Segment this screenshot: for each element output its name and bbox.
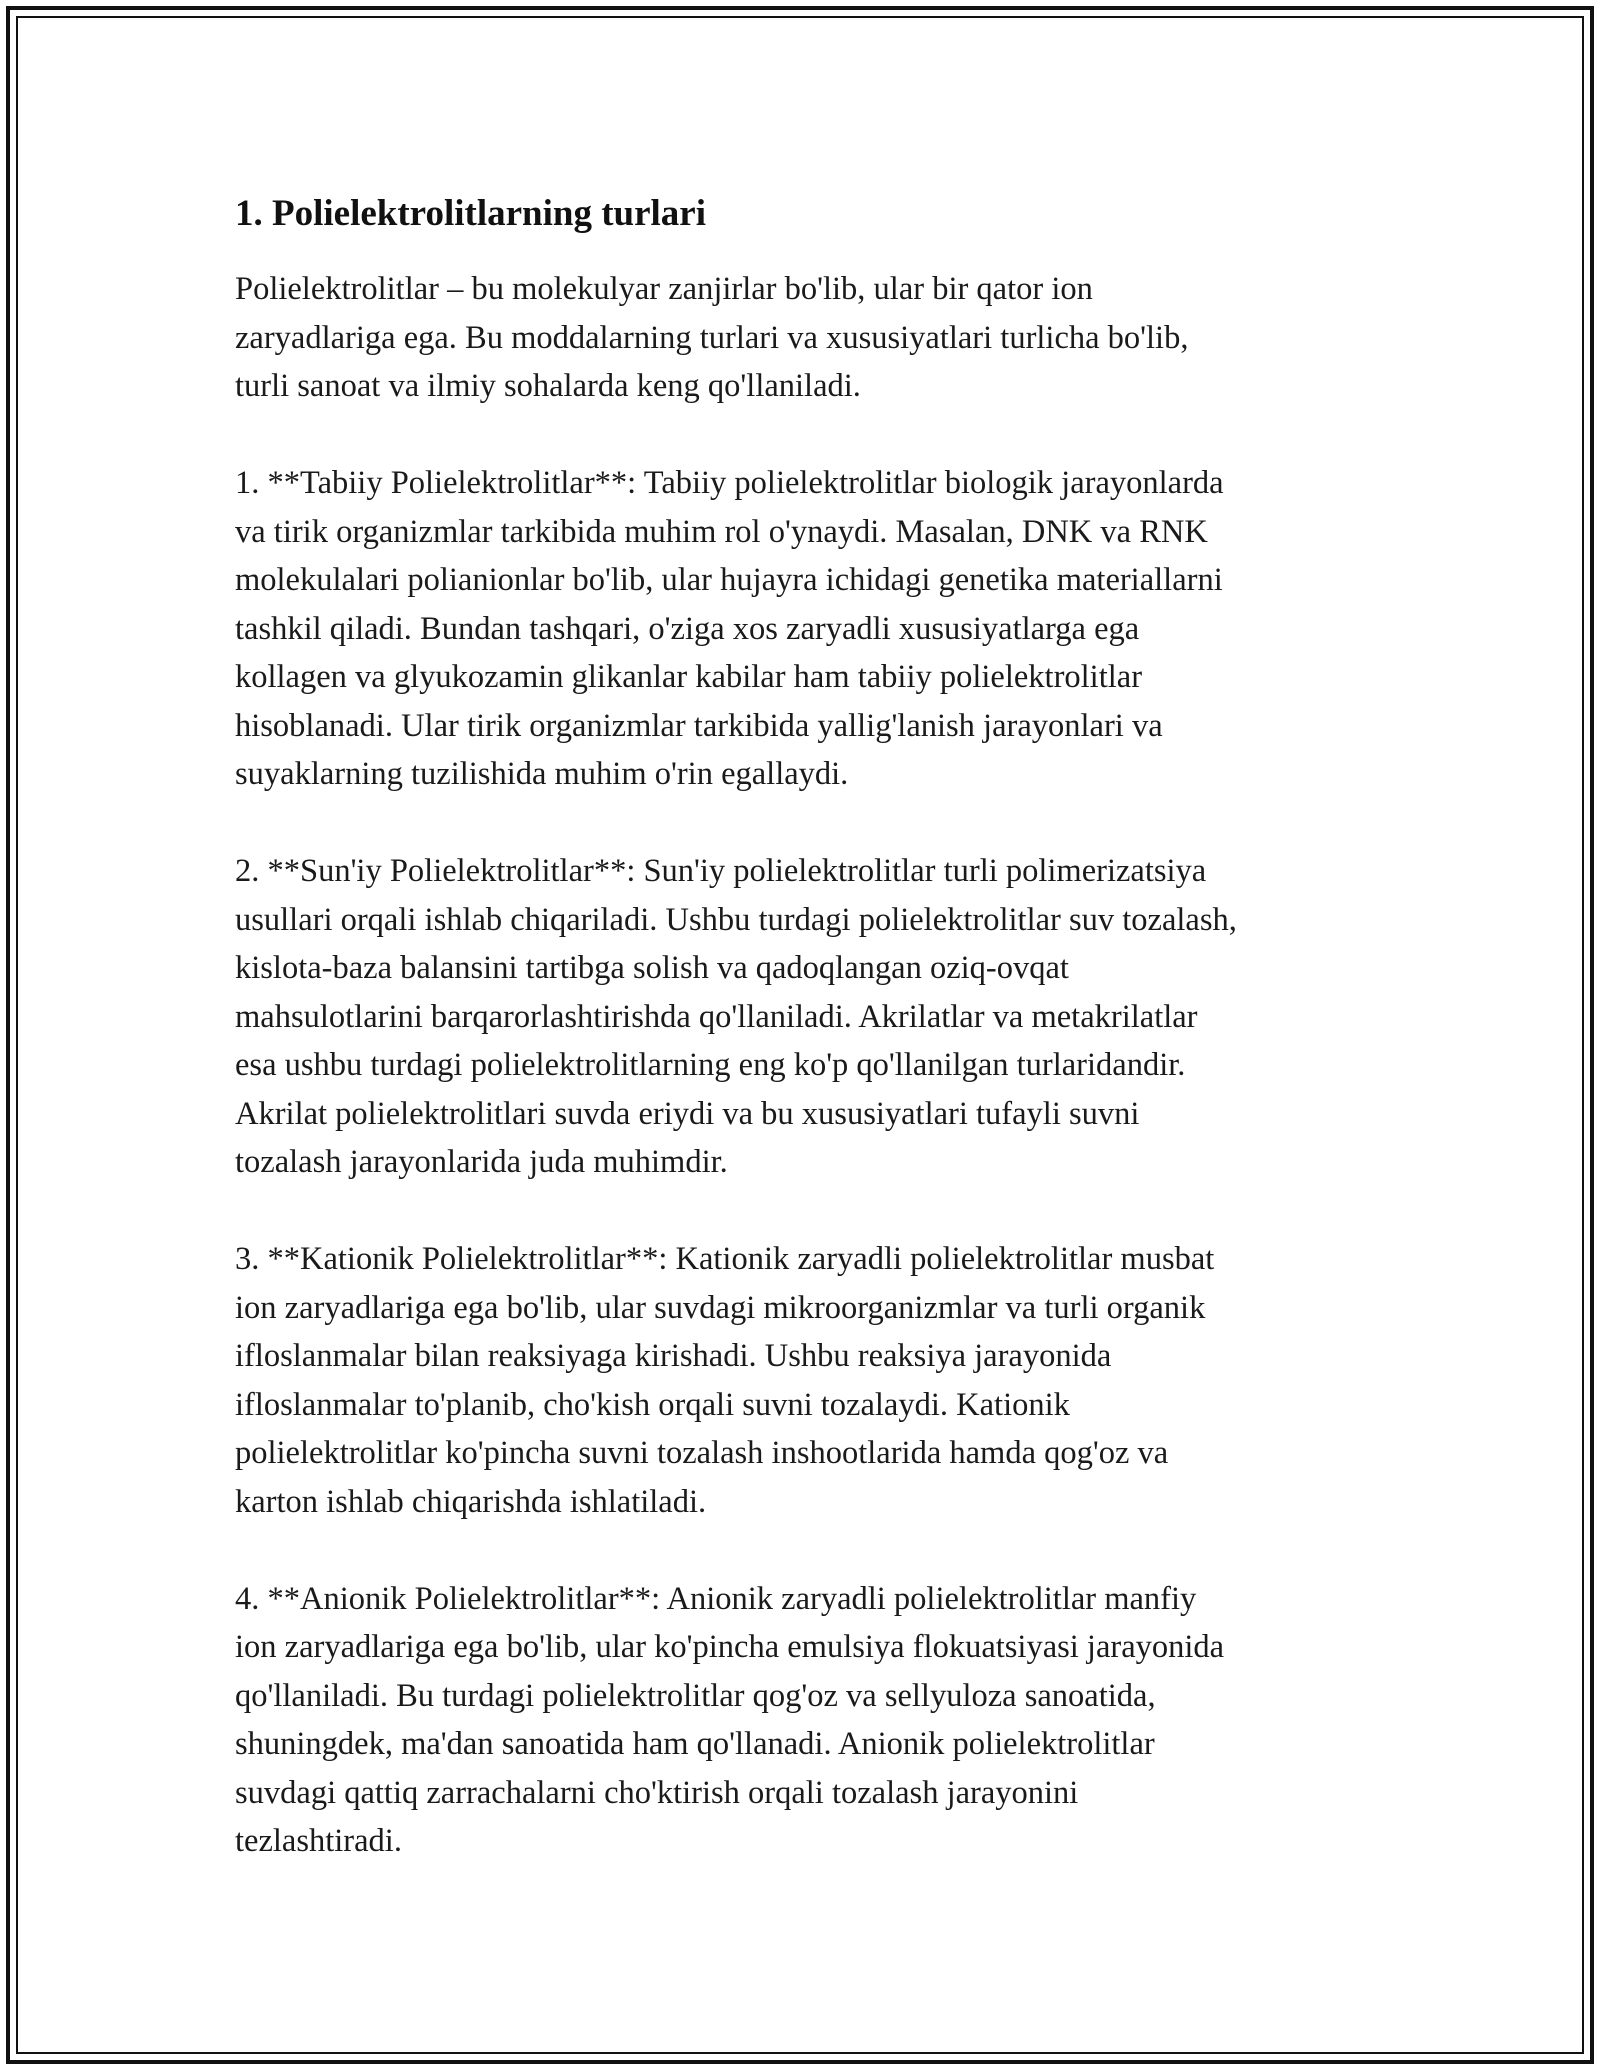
intro-paragraph: Polielektrolitlar – bu molekulyar zanjirlar bo'lib, ular bir qator ion zaryadlariga ega. Bu moddalarning turlari va xususiyatlari turlicha bo'lib, turli sanoat va ilmiy sohalarda keng qo'llaniladi. <box>235 271 1189 404</box>
section-natural-polyelectrolytes: 1. **Tabiiy Polielektrolitlar**: Tabiiy polielektrolitlar biologik jarayonlarda va tirik organizmlar tarkibida muhim rol o'ynaydi. Masalan, DNK va RNK molekulalari polianionlar bo'lib, ular hujayra ichidagi genetika materiallarni tashkil qiladi. Bundan tashqari, o'ziga xos zaryadli xususiyatlarga ega kollagen va glyukozamin glikanlar kabilar ham tabiiy polielektrolitlar hisoblanadi. Ular tirik organizmlar tarkibida yallig'lanish jarayonlari va suyaklarning tuzilishida muhim o'rin egallaydi. <box>235 465 1224 792</box>
document-title: 1. Polielektrolitlarning turlari <box>235 193 707 234</box>
document-body <box>235 190 1380 1866</box>
section-anionic-polyelectrolytes: 4. **Anionik Polielektrolitlar**: Anionik zaryadli polielektrolitlar manfiy ion zaryadlariga ega bo'lib, ular ko'pincha emulsiya flokuatsiyasi jarayonida qo'llaniladi. Bu turdagi polielektrolitlar qog'oz va sellyuloza sanoatida, shuningdek, ma'dan sanoatida ham qo'llanadi. Anionik polielektrolitlar suvdagi qattiq zarrachalarni cho'ktirish orqali tozalash jarayonini tezlashtiradi. <box>235 1580 1225 1859</box>
section-synthetic-polyelectrolytes: 2. **Sun'iy Polielektrolitlar**: Sun'iy polielektrolitlar turli polimerizatsiya usullari orqali ishlab chiqariladi. Ushbu turdagi polielektrolitlar suv tozalash, kislota-baza balansini tartibga solish va qadoqlangan oziq-ovqat mahsulotlarini barqarorlashtirishda qo'llaniladi. Akrilatlar va metakrilatlar esa ushbu turdagi polielektrolitlarning eng ko'p qo'llanilgan turlaridandir. Akrilat polielektrolitlari suvda eriydi va bu xususiyatlari tufayli suvni tozalash jarayonlarida juda muhimdir. <box>235 853 1237 1180</box>
section-cationic-polyelectrolytes: 3. **Kationik Polielektrolitlar**: Kationik zaryadli polielektrolitlar musbat ion zaryadlariga ega bo'lib, ular suvdagi mikroorganizmlar va turli organik ifloslanmalar bilan reaksiyaga kirishadi. Ushbu reaksiya jarayonida ifloslanmalar to'planib, cho'kish orqali suvni tozalaydi. Kationik polielektrolitlar ko'pincha suvni tozalash inshootlarida hamda qog'oz va karton ishlab chiqarishda ishlatiladi. <box>235 1241 1215 1520</box>
